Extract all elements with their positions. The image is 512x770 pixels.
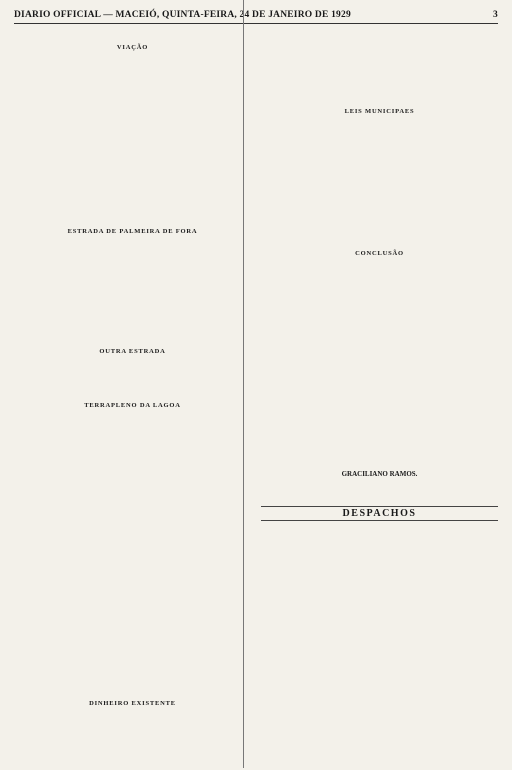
section-heading: ESTRADA DE PALMEIRA DE FORA (67, 228, 198, 235)
header-title: DIARIO OFFICIAL — MACEIÓ, QUINTA-FEIRA, 24 DE JANEIRO DE 1929 (14, 10, 351, 20)
section-heading: LEIS MUNICIPAES (344, 108, 415, 115)
section-heading: OUTRA ESTRADA (99, 348, 166, 355)
right-column (261, 30, 498, 770)
section-heading: DINHEIRO EXISTENTE (89, 700, 176, 707)
column-divider (243, 0, 244, 768)
left-column (14, 30, 251, 770)
section-heading: DESPACHOS (261, 506, 498, 521)
section-heading: CONCLUSÃO (355, 250, 404, 257)
section-heading: VIAÇÃO (116, 44, 149, 51)
signature: GRACILIANO RAMOS. (341, 470, 418, 478)
page-number: 3 (493, 10, 498, 20)
page-header (14, 10, 498, 24)
section-heading: TERRAPLENO DA LAGOA (84, 402, 181, 409)
